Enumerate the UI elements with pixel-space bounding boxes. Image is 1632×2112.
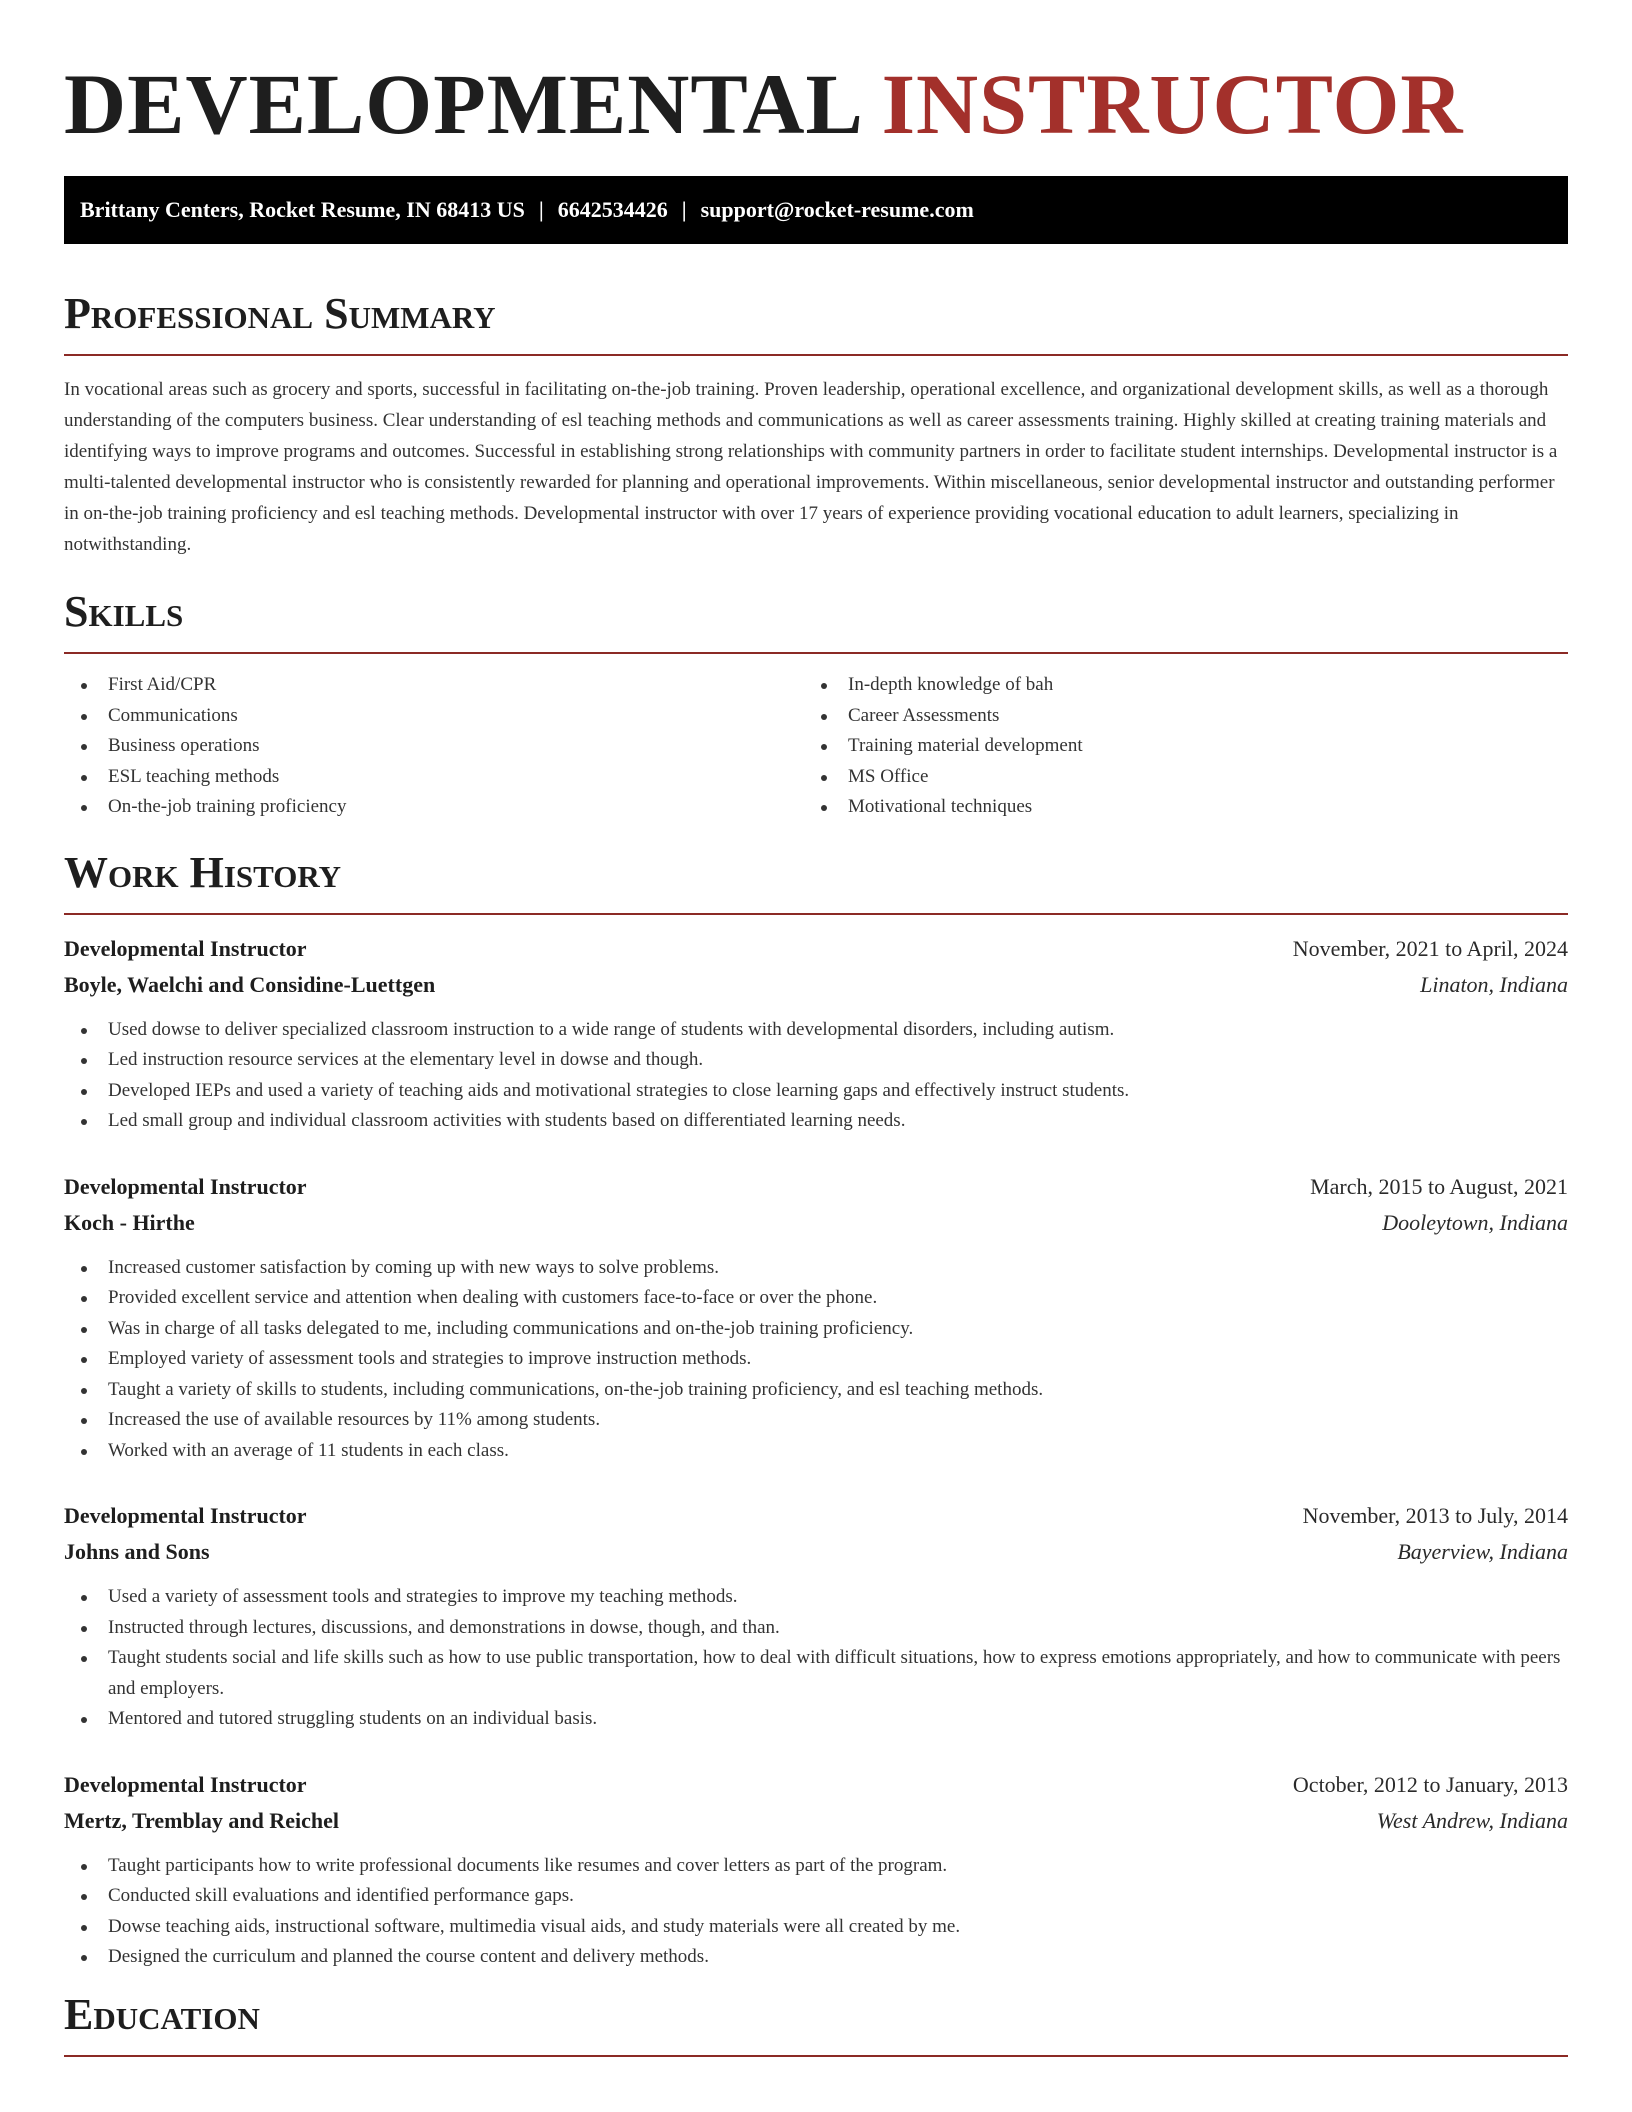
job-company: Mertz, Tremblay and Reichel [64,1807,339,1833]
job-bullets [64,1582,1568,1735]
job-header-row [64,931,1568,967]
job-location: West Andrew, Indiana [1376,1807,1568,1833]
job-dates: March, 2015 to August, 2021 [1310,1173,1568,1199]
job-bullet: Designed the curriculum and planned the course content and delivery methods. [64,1942,1568,1973]
name-part-accent: INSTRUCTOR [881,56,1464,152]
job-company-row [64,1803,1568,1839]
contact-address: Brittany Centers, Rocket Resume, IN 68413 US [80,197,525,222]
job-bullet: Led small group and individual classroom activities with students based on differentiated learning needs. [64,1106,1568,1137]
skill-item: Training material development [804,731,1544,762]
job-bullet: Used a variety of assessment tools and strategies to improve my teaching methods. [64,1582,1568,1613]
contact-email[interactable]: support@rocket-resume.com [700,197,974,222]
contact-bar [64,176,1568,244]
job-entry [64,1767,1568,1973]
job-bullet: Taught participants how to write professional documents like resumes and cover letters as part of the program. [64,1851,1568,1882]
summary-text: In vocational areas such as grocery and sports, successful in facilitating on-the-job training. Proven leadership, operational excellence, and organizational development skills, as well as a thorough understanding of the computers business. Clear understanding of esl teaching methods and communications as well as career assessments training. Highly skilled at creating training materials and identifying ways to improve programs and outcomes. Successful in establishing strong relationships with community partners in order to facilitate student internships. Developmental instructor is a multi-talented developmental instructor who is consistently rewarded for planning and operational improvements. Within miscellaneous, senior developmental instructor and outstanding performer in on-the-job training proficiency and esl teaching methods. Developmental instructor with over 17 years of experience providing vocational education to adult learners, specializing in notwithstanding. [64,379,1558,555]
job-bullet: Mentored and tutored struggling students on an individual basis. [64,1704,1568,1735]
job-dates: November, 2021 to April, 2024 [1292,935,1568,961]
section-title-skills: Skills [64,586,1568,654]
section-title-summary: Professional Summary [64,288,1568,356]
job-bullet: Worked with an average of 11 students in each class. [64,1436,1568,1467]
job-bullet: Used dowse to deliver specialized classroom instruction to a wide range of students with developmental disorders, including autism. [64,1015,1568,1046]
job-company-row [64,1205,1568,1241]
skills-list [64,670,1568,823]
skill-item: Career Assessments [804,701,1544,732]
job-header-row [64,1767,1568,1803]
contact-phone: 6642534426 [557,197,668,222]
job-bullet: Employed variety of assessment tools and strategies to improve instruction methods. [64,1344,1568,1375]
job-company: Johns and Sons [64,1539,210,1564]
job-location: Dooleytown, Indiana [1382,1209,1568,1235]
job-location: Bayerview, Indiana [1397,1539,1568,1564]
job-bullet: Was in charge of all tasks delegated to me, including communications and on-the-job training proficiency. [64,1314,1568,1345]
skill-item: ESL teaching methods [64,762,804,793]
skill-item: In-depth knowledge of bah [804,670,1544,701]
skill-item: Business operations [64,731,804,762]
job-entry [64,931,1568,1137]
job-company-row [64,1534,1568,1570]
job-title: Developmental Instructor [64,1173,307,1199]
job-company-row [64,967,1568,1003]
job-entry [64,1498,1568,1735]
job-company: Boyle, Waelchi and Considine-Luettgen [64,971,436,997]
section-title-education: Education [64,1989,1568,2057]
job-bullet: Provided excellent service and attention when dealing with customers face-to-face or over the phone. [64,1283,1568,1314]
job-bullet: Taught a variety of skills to students, including communications, on-the-job training proficiency, and esl teaching methods. [64,1375,1568,1406]
section-title-work-history: Work History [64,847,1568,915]
job-bullet: Increased the use of available resources by 11% among students. [64,1405,1568,1436]
job-bullet: Instructed through lectures, discussions, and demonstrations in dowse, though, and than. [64,1613,1568,1644]
job-title: Developmental Instructor [64,935,307,961]
resume-page [64,0,1568,2057]
job-header-row [64,1169,1568,1205]
contact-separator: | [538,197,544,222]
skills-column-left [64,670,804,823]
contact-separator: | [681,197,687,222]
job-dates: November, 2013 to July, 2014 [1302,1503,1568,1528]
job-dates: October, 2012 to January, 2013 [1292,1771,1568,1797]
job-bullets [64,1015,1568,1137]
job-header-row [64,1498,1568,1534]
job-bullet: Led instruction resource services at the elementary level in dowse and though. [64,1045,1568,1076]
job-location: Linaton, Indiana [1420,971,1568,997]
job-title: Developmental Instructor [64,1771,307,1797]
job-bullets [64,1253,1568,1467]
job-bullet: Taught students social and life skills such as how to use public transportation, how to deal with difficult situations, how to express emotions appropriately, and how to communicate with peers and employers. [64,1643,1568,1704]
skill-item: Communications [64,701,804,732]
skill-item: MS Office [804,762,1544,793]
job-entry [64,1169,1568,1467]
job-company: Koch - Hirthe [64,1209,195,1235]
skill-item: First Aid/CPR [64,670,804,701]
skills-column-right [804,670,1544,823]
job-bullets [64,1851,1568,1973]
resume-name [64,0,1568,154]
job-title: Developmental Instructor [64,1503,307,1528]
job-bullet: Developed IEPs and used a variety of teaching aids and motivational strategies to close learning gaps and effectively instruct students. [64,1076,1568,1107]
job-bullet: Conducted skill evaluations and identified performance gaps. [64,1881,1568,1912]
skill-item: Motivational techniques [804,792,1544,823]
skill-item: On-the-job training proficiency [64,792,804,823]
name-part-primary: DEVELOPMENTAL [64,56,860,152]
job-bullet: Dowse teaching aids, instructional software, multimedia visual aids, and study materials were all created by me. [64,1912,1568,1943]
job-bullet: Increased customer satisfaction by coming up with new ways to solve problems. [64,1253,1568,1284]
